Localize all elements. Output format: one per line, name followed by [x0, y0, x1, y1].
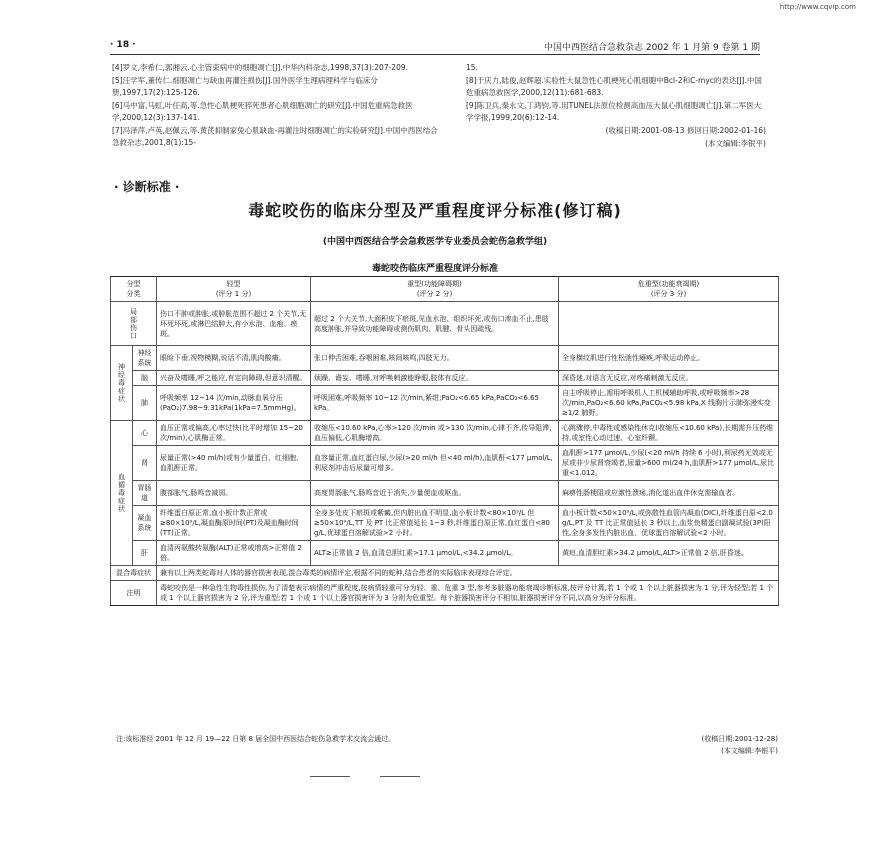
cell-gi-mild: 腹部胀气,肠鸣音减弱。 — [157, 481, 311, 506]
reference-item: [6]马中富,马虹,叶任高,等.急性心肌梗死猝死患者心肌细胞凋亡的研究[J].中国危重病急救医学,2000,12(3):137-141. — [112, 101, 413, 122]
cell-coag-severe: 全身多处皮下瘀斑或紫癜,但内脏出血不明显,血小板计数<80×10⁹/L 但≥50×10⁹/L,TT 及 PT 比正常值延长 1~3 秒,纤维蛋白原正常,血红蛋白<80 g/L,优球蛋白溶解试验>2 小时。 — [311, 506, 559, 541]
cell-heart-severe: 收缩压<10.60 kPa,心率>120 次/min 或>130 次/min,心律不齐,传导阻滞,血压偏低,心肌酶增高。 — [311, 421, 559, 446]
cell-brain-mild: 兴奋及嗜睡,呼之能应,有定向障碍,但意识清醒。 — [157, 371, 311, 386]
cell-local-mild: 伤口不肿或肿胀,或肿胀范围不超过 2 个关节,无坏死坏死,或淋巴结肿大,有小水泡、血疱、瘀斑。 — [157, 302, 311, 346]
received-dates: (收稿日期:2001-08-13 修回日期:2002-01-16) — [605, 126, 766, 135]
table-header-critical: 危重型(功能衰竭期) (评分 3 分) — [559, 277, 779, 302]
watermark-url: http://www.cqvip.com — [779, 3, 856, 11]
cell-brain-severe: 烦躁、谵妄、嗜睡,对呼唤刺激能睁眼,肢体有反应。 — [311, 371, 559, 386]
cell-kidney-critical: 血肌酐>177 μmol/L,少尿(<20 ml/h 持续 6 小时),利尿药无效或无尿或非少尿肾衰竭者,尿量>600 ml/24 h,血肌酐>177 μmol/L,尿比重<1.012。 — [559, 446, 779, 481]
row-label-note: 注明 — [111, 581, 157, 606]
cell-nerve-severe: 张口伸舌困难,吞咽困难,咳间咳鸣,四肢无力。 — [311, 346, 559, 371]
page-number: · 18 · — [110, 40, 136, 50]
cell-local-severe: 超过 2 个大关节,大面积皮下瘀斑,见血水泡、组织坏死,或伤口渗血不止,患肢高度肿胀,并导致功能障碍或测伤肌肉、肌腱、骨头因疏残。 — [311, 302, 559, 346]
row-label-mixed: 混合毒症状 — [111, 566, 157, 581]
row-label-liver: 肝 — [133, 541, 157, 566]
section-tag: · 诊断标准 · — [114, 180, 180, 194]
reference-item: [8]于庆力,陆俊,赵辉超.实验性大鼠急性心肌梗死心肌细胞中Bcl-2和C-myc的表达[J].中国危重病急救医学,2000,12(11):681-683. — [466, 76, 762, 97]
cell-gi-severe: 高度胃肠胀气,肠鸣音近于消失,少量便血或呕血。 — [311, 481, 559, 506]
cell-coag-mild: 纤维蛋白原正常,血小板计数正常或≥80×10⁹/L,凝血酶原时间(PT)及凝血酶时间(TT)正常。 — [157, 506, 311, 541]
reference-item: [7]冯泽萍,卢英,赵佩云,等.黄芪抑制家兔心肌缺血-再灌注时细胞凋亡的实验研究[J].中国中西医结合急救杂志,2001,8(1):15- — [112, 126, 438, 147]
references-right-column — [466, 62, 766, 151]
row-group-neurotoxic: 神经毒症状 — [111, 346, 133, 421]
article-title: 毒蛇咬伤的临床分型及严重程度评分标准(修订稿) — [248, 201, 622, 220]
table-header-mild: 轻型 (评分 1 分) — [157, 277, 311, 302]
editor-credit-2: (本文编辑:李银平) — [721, 747, 778, 755]
cell-liver-mild: 血清丙氨酸转氨酶(ALT)正常或增高>正常值 2 倍。 — [157, 541, 311, 566]
row-label-gi: 胃肠道 — [133, 481, 157, 506]
page-header — [110, 40, 760, 55]
separator-line — [310, 776, 350, 777]
reference-item: [9]陈卫兵,秦永文,丁鸿钧,等.用TUNEL法原位检测高血压大鼠心肌细胞凋亡[J].第二军医大学学报,1999,20(6):12-14. — [466, 101, 762, 122]
reference-item: [4]罗文,李希仁,郭湘云.心主管束病中的细胞凋亡[J].中华内科杂志,1998,37(3):207-209. — [112, 63, 408, 72]
row-label-local: 局部伤口 — [111, 302, 157, 346]
cell-note-text: 毒蛇咬伤是一种急性生物毒性损伤,为了清楚表示病情的严重程度,按病情轻重可分为轻、重、危重 3 型,参考多脏器功能衰竭诊断标准,按评分计算,若 1 个或 1 个以上脏器损害为 1 分,评为轻型;若 1 个或 1 个以上器官损害为 2 分,评为重型;若 1 个或 1 个以上器官损害评为 3 分则为危重型。每个脏器损害评分不相加,脏器损害评分不同,以高分为评分标准。 — [157, 581, 779, 606]
row-group-hemotoxic: 血循毒症状 — [111, 421, 133, 566]
cell-heart-critical: 心跳骤停,中毒性或感染性休克(收缩压<10.60 kPa),长期需升压药维持,或室性心动过速、心室纤颤。 — [559, 421, 779, 446]
table-footnote: 注:该标准经 2001 年 12 月 19—22 日第 8 届全国中西医结合蛇伤急救学术交流会通过。 — [116, 735, 396, 743]
cell-lung-critical: 自主呼吸停止,需用呼吸机人工机械辅助呼吸,或呼吸频率>28 次/min,PaO₂<6.60 kPa,PaCO₂<5.98 kPa,X 线胸片示肺弥漫实变≥1/2 肺野。 — [559, 386, 779, 421]
row-label-brain: 脑 — [133, 371, 157, 386]
cell-liver-severe: ALT≥正常值 2 倍,血清总胆红素>17.1 μmol/L,<34.2 μmol/L。 — [311, 541, 559, 566]
cell-local-critical — [559, 302, 779, 346]
cell-mixed-text: 兼有以上两类蛇毒对人体的器官损害表现,混合毒类的病情评定,根据不同的蛇种,结合患者的实际临床表现综合评定。 — [157, 566, 779, 581]
editor-credit: (本文编辑:李银平) — [705, 139, 766, 148]
article-subtitle: (中国中西医结合学会急救医学专业委员会蛇伤急救学组) — [322, 237, 548, 247]
row-label-heart: 心 — [133, 421, 157, 446]
cell-gi-critical: 麻痹性肠梗阻或应激性溃疡,消化道出血伴休克需输血者。 — [559, 481, 779, 506]
severity-score-table — [110, 276, 779, 606]
row-label-coagulation: 凝血系统 — [133, 506, 157, 541]
cell-kidney-severe: 血容量正常,血红蛋白尿,少尿(>20 ml/h 但<40 ml/h),血肌酐<177 μmol/L,利尿剂冲击后尿量可增多。 — [311, 446, 559, 481]
cell-liver-critical: 黄疸,血清胆红素>34.2 μmol/L,ALT>正常值 2 倍,肝昏迷。 — [559, 541, 779, 566]
cell-heart-mild: 血压正常或偏高,心率过快(比平时增加 15~20 次/min),心肌酶正常。 — [157, 421, 311, 446]
row-label-kidney: 肾 — [133, 446, 157, 481]
cell-lung-severe: 呼吸困难,呼吸频率 10~12 次/min,紫绀;PaO₂<6.65 kPa,PaCO₂<6.65 kPa。 — [311, 386, 559, 421]
row-label-nerve: 神经系统 — [133, 346, 157, 371]
row-label-lung: 肺 — [133, 386, 157, 421]
cell-nerve-critical: 全身横纹肌进行性松弛性瘫痪,呼吸运动停止。 — [559, 346, 779, 371]
table-header-category: 分型 分类 — [111, 277, 157, 302]
received-date-2: (收稿日期:2001-12-28) — [701, 735, 778, 743]
references-left-column — [112, 62, 444, 150]
cell-lung-mild: 呼吸频率 12~14 次/min,动脉血氧分压(PaO₂)7.98~9.31kPa(1kPa=7.5mmHg)。 — [157, 386, 311, 421]
reference-item: 15. — [466, 63, 478, 72]
cell-kidney-mild: 尿量正常(>40 ml/h)或有少量蛋白、红细胞、血肌酐正常。 — [157, 446, 311, 481]
separator-line — [380, 776, 420, 777]
journal-title: 中国中西医结合急救杂志 2002 年 1 月第 9 卷第 1 期 — [544, 43, 760, 53]
cell-brain-critical: 深昏迷,对语言无反应,对疼痛刺激无反应。 — [559, 371, 779, 386]
reference-item: [5]汪学军,董传仁.细胞凋亡与缺血再灌注损伤[J].国外医学生理病理科学与临床分册,1997,17(2):125-126. — [112, 76, 378, 97]
cell-coag-critical: 血小板计数<50×10⁹/L,或弥散性血管内凝血(DIC),纤维蛋白原<2.0 g/L,PT 及 TT 比正常值延长 3 秒以上,血浆鱼精蛋白副凝试验(3P)阳性,全身多发性内脏出血、优球蛋白溶解试验<2 小时。 — [559, 506, 779, 541]
cell-nerve-mild: 眼睑下垂,视物模糊,说话不清,肌肉酸痛。 — [157, 346, 311, 371]
table-title: 毒蛇咬伤临床严重程度评分标准 — [371, 264, 498, 274]
table-header-severe: 重型(功能障碍期) (评分 2 分) — [311, 277, 559, 302]
